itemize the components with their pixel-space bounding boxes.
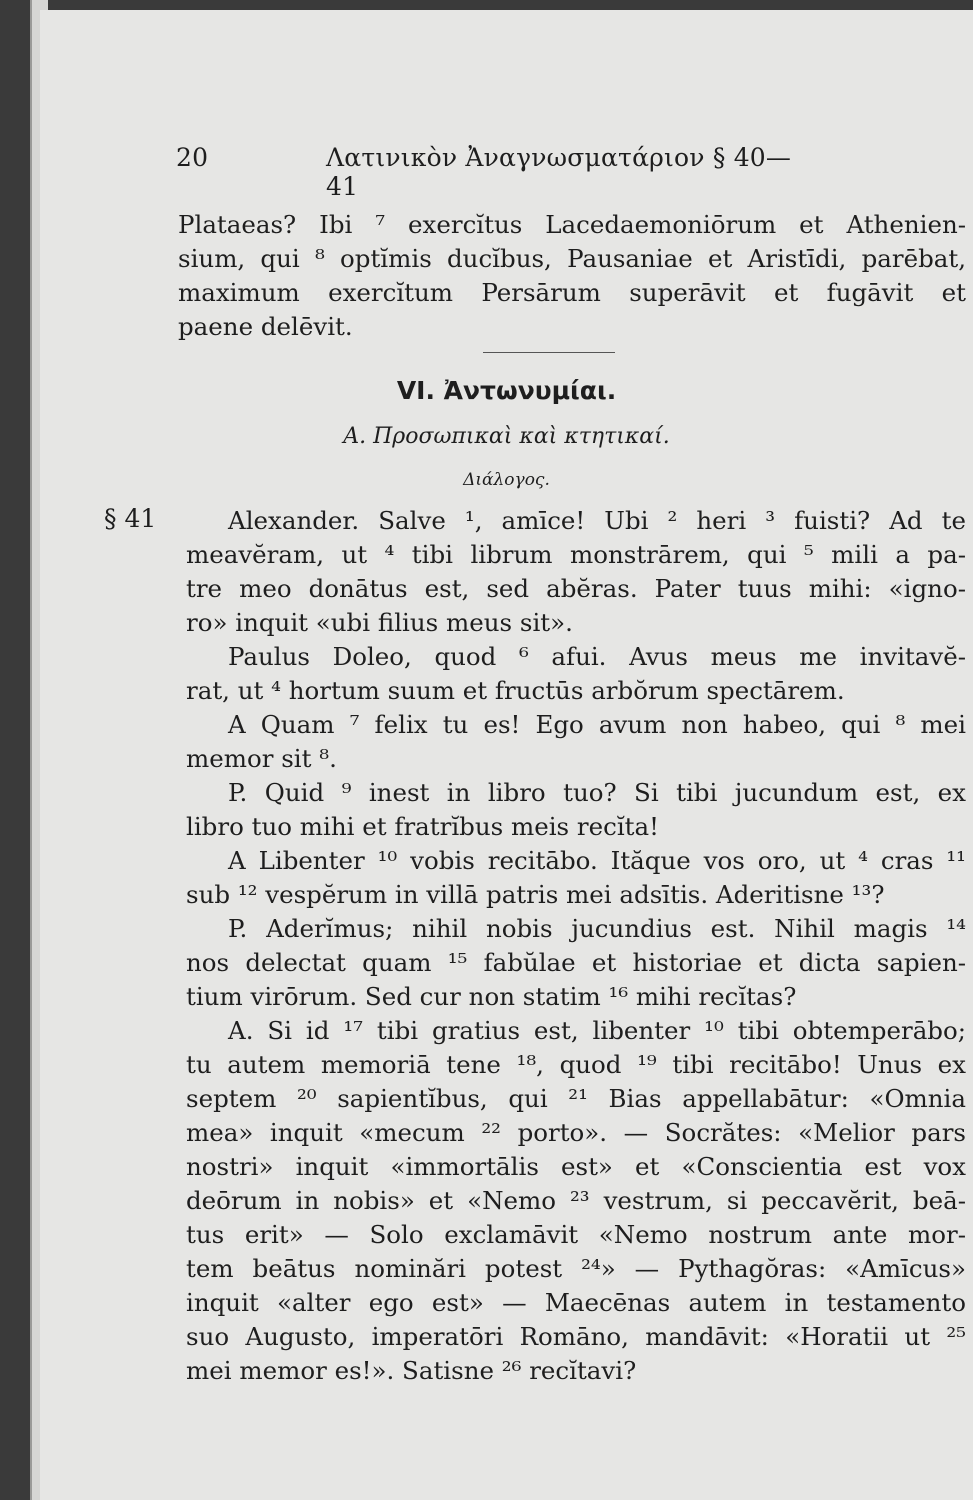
text-line: Alexander. Salve ¹, amīce! Ubi ² heri ³ fuisti? Ad te	[228, 506, 966, 535]
text-line: sium, qui ⁸ optĭmis ducĭbus, Pausaniae et Aristīdi, parēbat,	[178, 244, 966, 273]
page-number: 20	[176, 143, 209, 172]
text-line: mea» inquit «mecum ²² porto». — Socrătes: «Melior pars	[186, 1118, 966, 1147]
text-line: P. Aderĭmus; nihil nobis jucundius est. Nihil magis ¹⁴	[228, 914, 966, 943]
text-line: tu autem memoriā tene ¹⁸, quod ¹⁹ tibi recitābo! Unus ex	[186, 1050, 966, 1079]
text-line: meavĕram, ut ⁴ tibi librum monstrārem, qui ⁵ mili a pa-	[186, 540, 966, 569]
text-line: sub ¹² vespĕrum in villā patris mei adsītis. Aderitisne ¹³?	[186, 880, 885, 909]
text-line: A Libenter ¹⁰ vobis recitābo. Ităque vos oro, ut ⁴ cras ¹¹	[228, 846, 966, 875]
text-line: libro tuo mihi et fratrĭbus meis recĭta!	[186, 812, 659, 841]
text-line: paene delēvit.	[178, 312, 353, 341]
text-line: tem beātus nominări potest ²⁴» — Pythagŏras: «Amīcus»	[186, 1254, 966, 1283]
dialogue-label: Διάλογος.	[463, 470, 550, 490]
section-title: VI. Ἀντωνυμίαι.	[396, 376, 617, 405]
text-line: tium virōrum. Sed cur non statim ¹⁶ mihi recĭtas?	[186, 982, 797, 1011]
text-line: nostri» inquit «immortālis est» et «Conscientia est vox	[186, 1152, 966, 1181]
text-line: inquit «alter ego est» — Maecēnas autem in testamento	[186, 1288, 966, 1317]
text-line: A Quam ⁷ felix tu es! Ego avum non habeo, qui ⁸ mei	[228, 710, 966, 739]
dialogue-text	[186, 504, 966, 1388]
book-page	[40, 10, 973, 1500]
text-line: tus erit» — Solo exclamāvit «Nemo nostrum ante mor-	[186, 1220, 966, 1249]
text-line: P. Quid ⁹ inest in libro tuo? Si tibi jucundum est, ex	[228, 778, 966, 807]
text-line: mei memor es!». Satisne ²⁶ recĭtavi?	[186, 1356, 637, 1385]
text-line: rat, ut ⁴ hortum suum et fructūs arbŏrum spectārem.	[186, 676, 845, 705]
intro-paragraph	[178, 208, 966, 344]
section-subtitle: A. Προσωπικαὶ καὶ κτητικαί.	[343, 424, 670, 449]
text-line: tre meo donātus est, sed abĕras. Pater tuus mihi: «igno-	[186, 574, 966, 603]
text-line: deōrum in nobis» et «Nemo ²³ vestrum, si peccavĕrit, beā-	[186, 1186, 966, 1215]
text-line: memor sit ⁸.	[186, 744, 337, 773]
text-line: Plataeas? Ibi ⁷ exercĭtus Lacedaemoniōrum et Athenien-	[178, 210, 966, 239]
divider-rule	[483, 352, 615, 353]
text-line: A. Si id ¹⁷ tibi gratius est, libenter ¹⁰ tibi obtemperābo;	[228, 1016, 966, 1045]
text-line: ro» inquit «ubi filius meus sit».	[186, 608, 573, 637]
text-line: Paulus Doleo, quod ⁶ afui. Avus meus me invitavĕ-	[228, 642, 966, 671]
text-line: septem ²⁰ sapientĭbus, qui ²¹ Bias appellabātur: «Omnia	[186, 1084, 966, 1113]
text-line: maximum exercĭtum Persārum superāvit et fugāvit et	[178, 278, 966, 307]
running-title: Λατινικὸν Ἀναγνωσματάριον § 40—41	[326, 143, 792, 201]
text-line: nos delectat quam ¹⁵ fabŭlae et historiae et dicta sapien-	[186, 948, 966, 977]
section-mark: § 41	[104, 504, 157, 533]
text-line: suo Augusto, imperatōri Romāno, mandāvit: «Horatii ut ²⁵	[186, 1322, 966, 1351]
